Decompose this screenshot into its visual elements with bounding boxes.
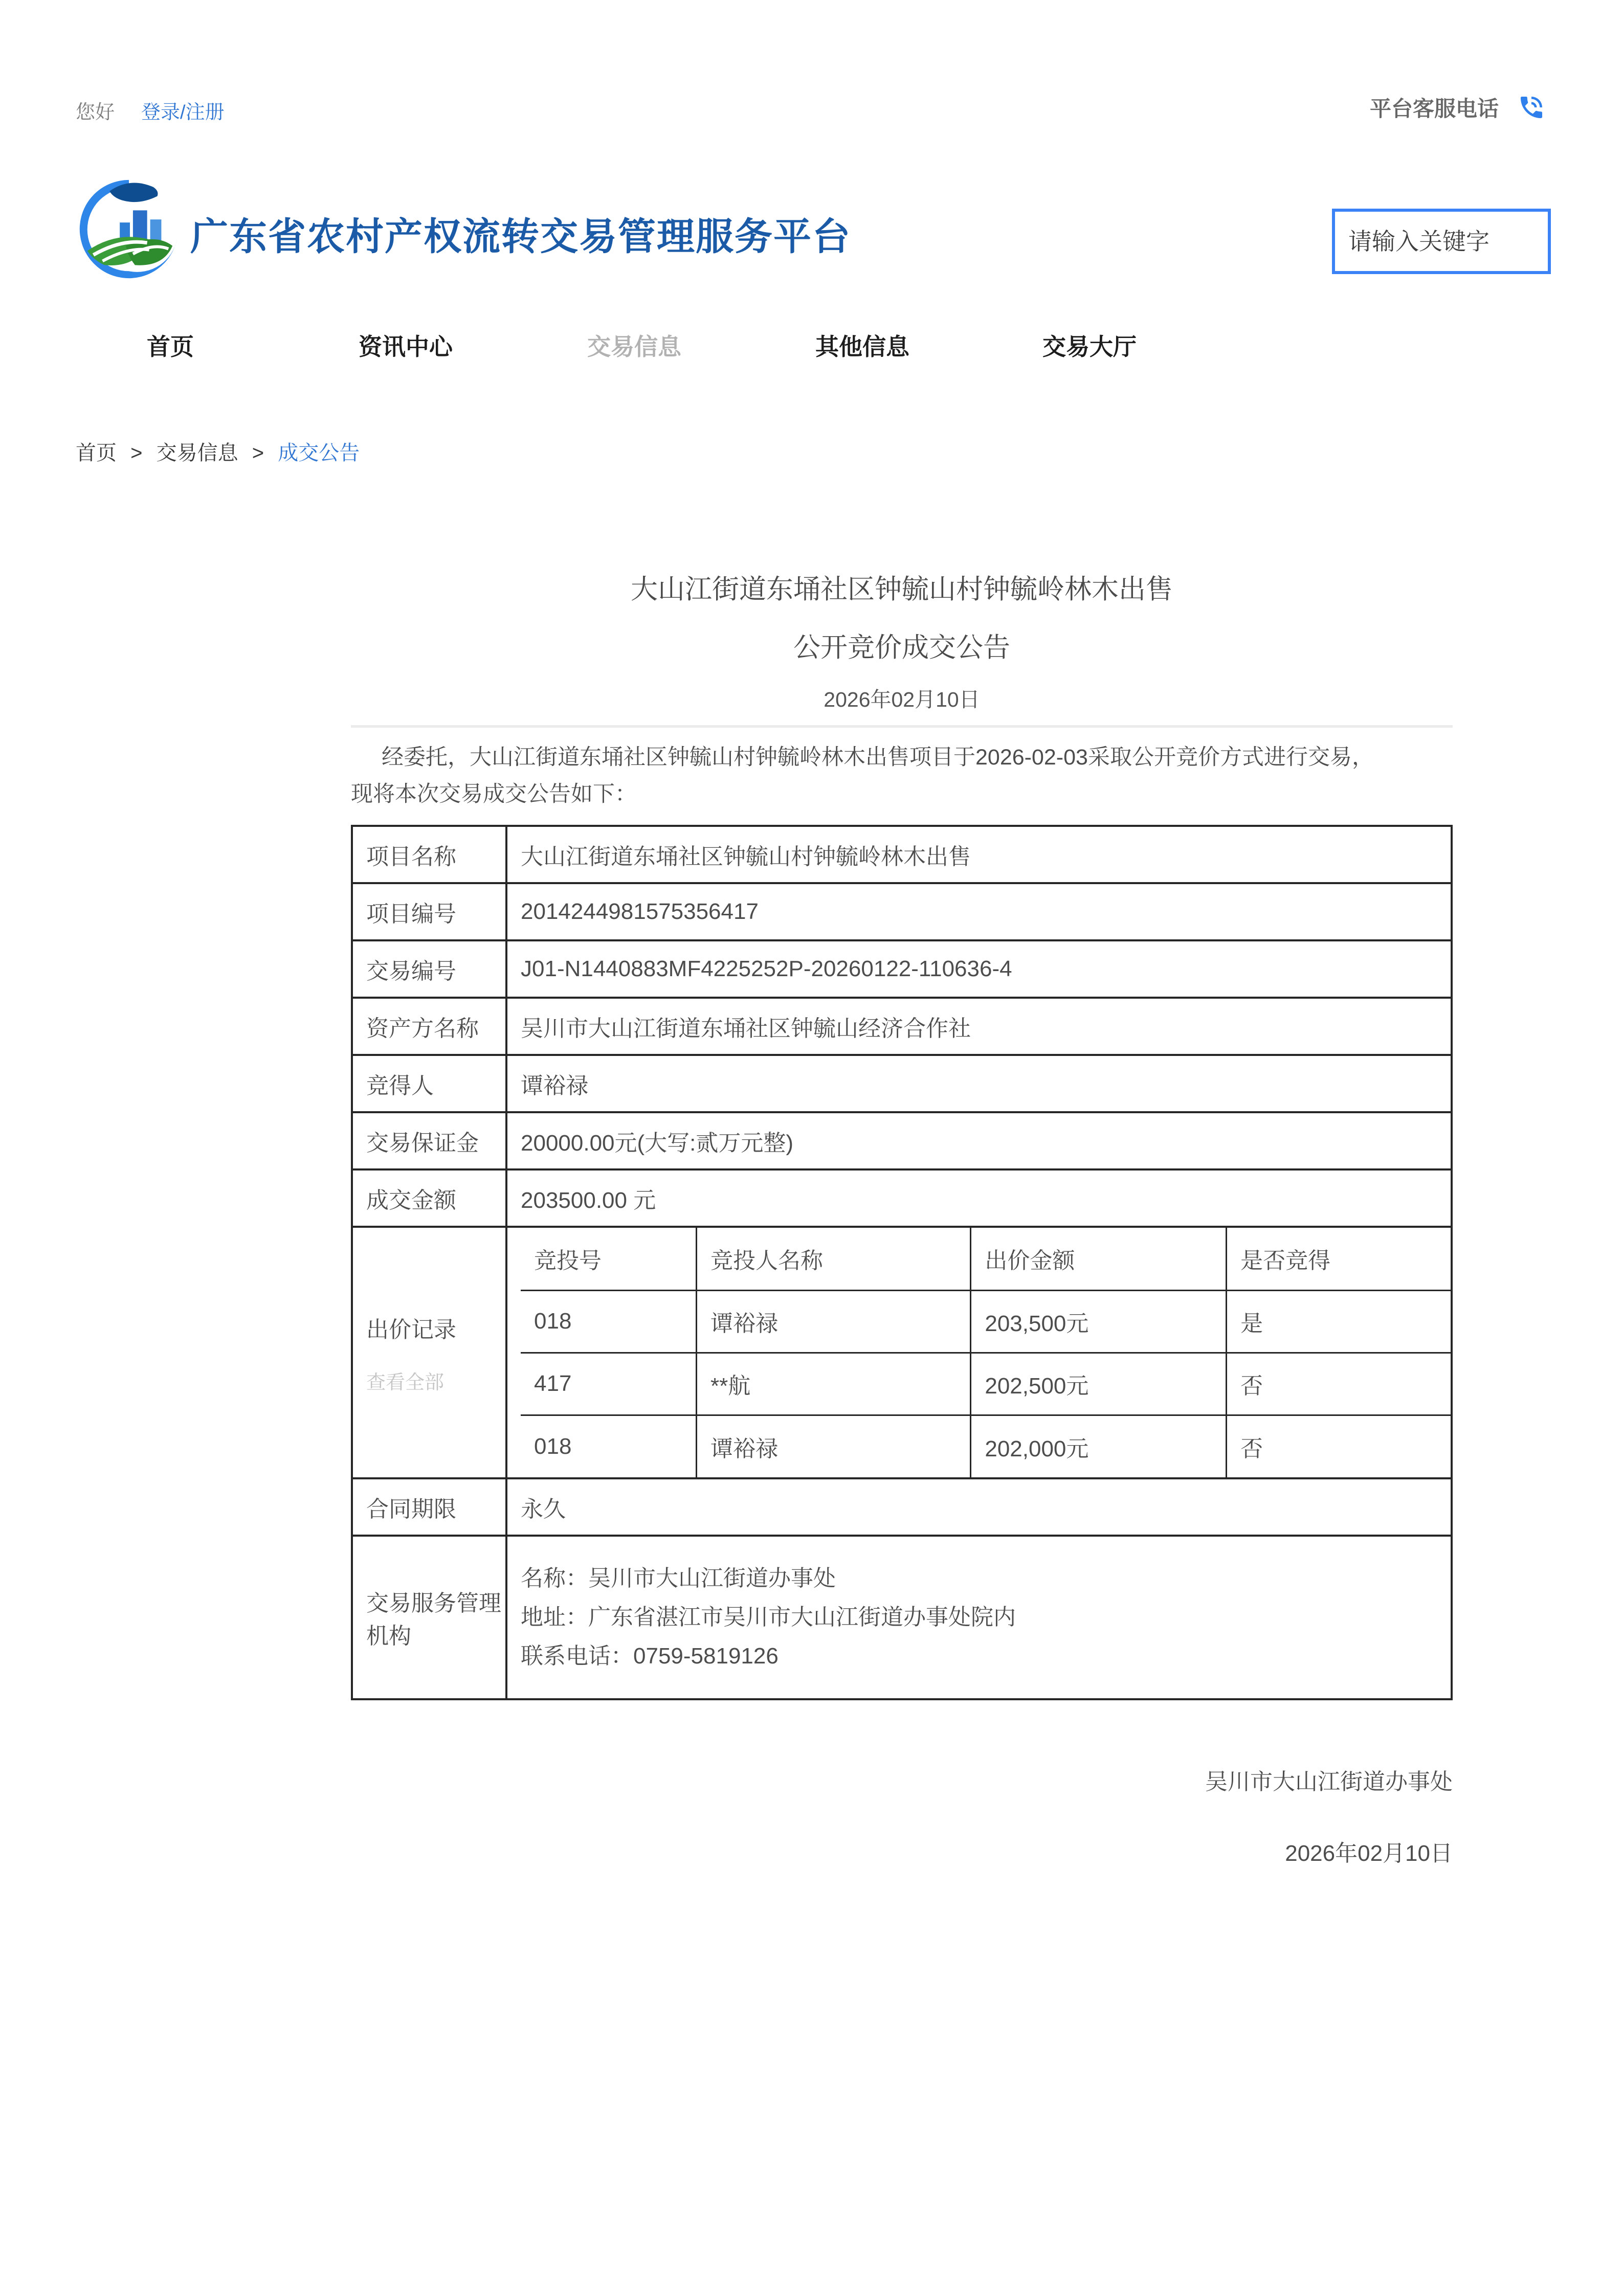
site-logo (73, 173, 185, 286)
table-row (352, 998, 1452, 1055)
value-trade-number: J01-N1440883MF4225252P-20260122-110636-4 (506, 940, 1452, 998)
label-deal-amount: 成交金额 (352, 1169, 506, 1227)
bid-col-number: 竞投号 (534, 1248, 602, 1274)
value-winner: 谭裕禄 (506, 1055, 1452, 1112)
label-project-name: 项目名称 (352, 826, 506, 883)
bid-cell-amount: 202,000元 (971, 1415, 1227, 1477)
breadcrumb-trade-info[interactable]: 交易信息 (156, 442, 238, 464)
table-row (352, 940, 1452, 998)
nav-item-home[interactable]: 首页 (147, 333, 194, 360)
signature-block (1205, 1746, 1453, 1889)
table-row (352, 826, 1452, 883)
label-trade-number: 交易编号 (352, 940, 506, 998)
label-deposit: 交易保证金 (352, 1112, 506, 1169)
topbar-service (1370, 92, 1546, 123)
bid-record-table-cell (506, 1227, 1452, 1478)
value-project-name: 大山江街道东埇社区钟毓山村钟毓岭林木出售 (506, 826, 1452, 883)
value-deal-amount: 203500.00 元 (506, 1169, 1452, 1227)
service-phone-label: 平台客服电话 (1370, 97, 1499, 121)
table-row (352, 1478, 1452, 1536)
value-contract-term: 永久 (506, 1478, 1452, 1536)
label-contract-term: 合同期限 (352, 1478, 506, 1536)
view-all-link[interactable]: 查看全部 (366, 1371, 444, 1393)
agency-phone: 联系电话：0759-5819126 (521, 1644, 779, 1669)
greeting-text: 您好 (76, 102, 115, 123)
value-project-number: 2014244981575356417 (506, 883, 1452, 940)
bid-cell-won: 是 (1227, 1290, 1451, 1353)
bid-cell-number: 018 (521, 1415, 697, 1477)
nav-item-other-info[interactable]: 其他信息 (815, 333, 909, 360)
bid-col-won: 是否竞得 (1227, 1228, 1451, 1290)
nav-item-trade-hall[interactable]: 交易大厅 (1042, 333, 1137, 360)
breadcrumb-separator: > (252, 442, 264, 464)
signature-date: 2026年02月10日 (1285, 1841, 1453, 1866)
announcement-title-line1: 大山江街道东埇社区钟毓山村钟毓岭林木出售 (631, 574, 1173, 604)
phone-icon (1517, 93, 1546, 122)
login-register-link[interactable]: 登录/注册 (141, 102, 225, 123)
signature-org: 吴川市大山江街道办事处 (1205, 1769, 1453, 1794)
bid-record-label: 出价记录 (366, 1317, 456, 1342)
bid-header-row (521, 1228, 1451, 1290)
bid-cell-bidder: **航 (697, 1353, 971, 1415)
bid-cell-won: 否 (1227, 1415, 1451, 1477)
bid-record-row (352, 1227, 1452, 1478)
bid-cell-amount: 202,500元 (971, 1353, 1227, 1415)
bid-col-bidder: 竞投人名称 (697, 1228, 971, 1290)
value-agency (506, 1536, 1452, 1699)
bid-row (521, 1415, 1451, 1477)
value-asset-owner: 吴川市大山江街道东埇社区钟毓山经济合作社 (506, 998, 1452, 1055)
label-winner: 竞得人 (352, 1055, 506, 1112)
announcement-body (351, 574, 1453, 1700)
bid-cell-number: 417 (521, 1353, 697, 1415)
bid-table (521, 1228, 1451, 1477)
label-agency: 交易服务管理机构 (352, 1536, 506, 1699)
announcement-intro (351, 739, 1453, 813)
intro-line-2: 现将本次交易成交公告如下： (351, 782, 637, 806)
bid-cell-amount: 203,500元 (971, 1290, 1227, 1353)
table-row (352, 1169, 1452, 1227)
announcement-title-line2: 公开竞价成交公告 (793, 633, 1010, 663)
breadcrumb-home[interactable]: 首页 (76, 442, 117, 464)
intro-line-1: 经委托，大山江街道东埇社区钟毓山村钟毓岭林木出售项目于2026-02-03采取公开竞价方式进行交易， (382, 745, 1374, 770)
search-input[interactable] (1332, 209, 1551, 274)
deal-table (351, 825, 1453, 1700)
label-asset-owner: 资产方名称 (352, 998, 506, 1055)
bid-cell-bidder: 谭裕禄 (697, 1415, 971, 1477)
topbar (76, 96, 225, 124)
bid-row (521, 1290, 1451, 1353)
agency-row (352, 1536, 1452, 1699)
divider (351, 725, 1453, 728)
table-row (352, 1055, 1452, 1112)
bid-cell-bidder: 谭裕禄 (697, 1290, 971, 1353)
site-title: 广东省农村产权流转交易管理服务平台 (190, 215, 851, 258)
value-deposit: 20000.00元(大写:贰万元整) (506, 1112, 1452, 1169)
bid-row (521, 1353, 1451, 1415)
label-bid-record (352, 1227, 506, 1478)
bid-cell-number: 018 (521, 1290, 697, 1353)
bid-col-amount: 出价金额 (971, 1228, 1227, 1290)
bid-cell-won: 否 (1227, 1353, 1451, 1415)
table-row (352, 883, 1452, 940)
nav-item-news-center[interactable]: 资讯中心 (359, 333, 453, 360)
breadcrumb (76, 437, 360, 466)
announcement-date: 2026年02月10日 (824, 688, 980, 711)
breadcrumb-separator: > (130, 442, 143, 464)
label-project-number: 项目编号 (352, 883, 506, 940)
agency-address: 地址：广东省湛江市吴川市大山江街道办事处院内 (521, 1605, 1016, 1630)
breadcrumb-deal-announcement[interactable]: 成交公告 (278, 442, 360, 464)
table-row (352, 1112, 1452, 1169)
nav-item-trade-info[interactable]: 交易信息 (587, 333, 681, 360)
agency-name: 名称：吴川市大山江街道办事处 (521, 1566, 836, 1591)
